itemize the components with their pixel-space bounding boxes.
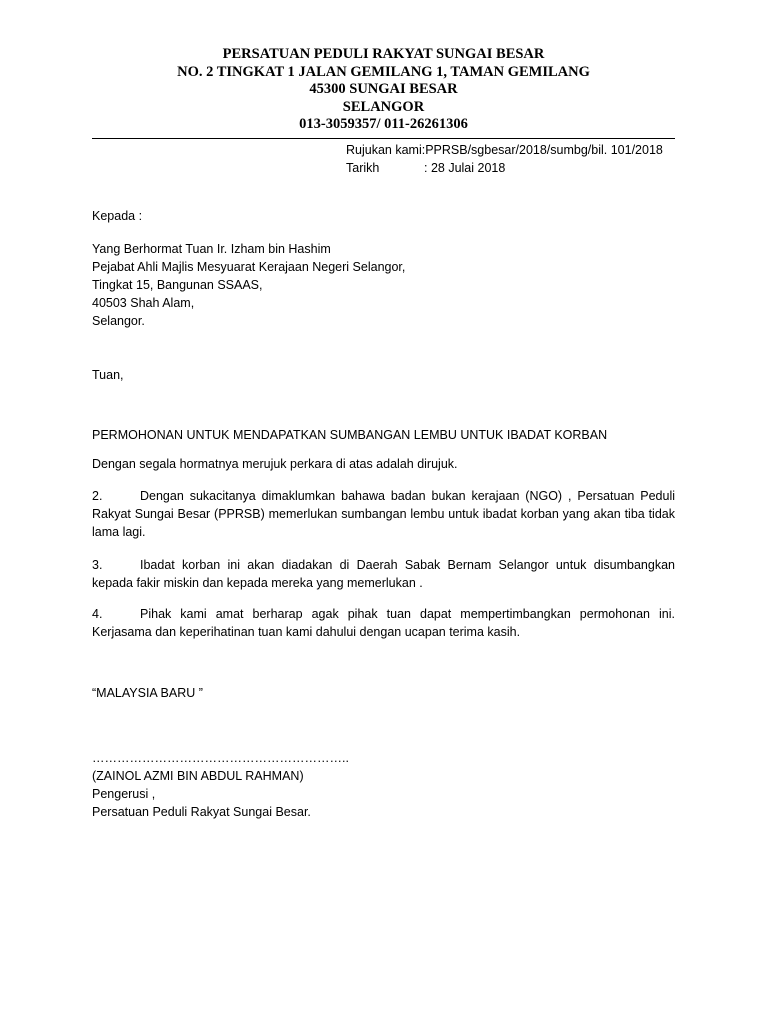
date-label: Tarikh (346, 161, 380, 175)
signature-dots: …………………………………………………….. (92, 751, 349, 765)
paragraph-number: 4. (92, 607, 103, 621)
address-line: NO. 2 TINGKAT 1 JALAN GEMILANG 1, TAMAN GEMILANG (177, 63, 590, 80)
subject-line: PERMOHONAN UNTUK MENDAPATKAN SUMBANGAN LEMBU UNTUK IBADAT KORBAN (92, 428, 608, 442)
paragraph-text: Ibadat korban ini akan diadakan di Daerah Sabak Bernam Selangor untuk disumbangkan kepada fakir miskin dan kepada mereka yang memerlukan . (92, 558, 675, 590)
paragraph-text: Pihak kami amat berharap agak pihak tuan dapat mempertimbangkan permohonan ini. Kerjasama dan keperihatinan tuan kami dahului dengan ucapan terima kasih. (92, 607, 675, 639)
signatory-organization: Persatuan Peduli Rakyat Sungai Besar. (92, 805, 311, 819)
paragraph-number: 2. (92, 489, 103, 503)
recipient-floor: Tingkat 15, Bangunan SSAAS, (92, 278, 263, 292)
date-value: : 28 Julai 2018 (424, 161, 506, 175)
signature-block (92, 749, 675, 821)
slogan-block (92, 684, 675, 702)
paragraph-3 (92, 556, 675, 592)
state: SELANGOR (342, 98, 425, 115)
signatory-title: Pengerusi , (92, 787, 156, 801)
paragraph-text: Dengan sukacitanya dimaklumkan bahawa badan bukan kerajaan (NGO) , Persatuan Peduli Rakyat Sungai Besar (PPRSB) memerlukan sumbangan lembu untuk ibadat korban yang akan tiba tidak lama lagi. (92, 489, 675, 539)
kepada-label: Kepada : (92, 209, 143, 223)
postcode-city: 45300 SUNGAI BESAR (309, 81, 458, 97)
reference-block (346, 141, 676, 177)
recipient-name: Yang Berhormat Tuan Ir. Izham bin Hashim (92, 242, 331, 256)
slogan: “MALAYSIA BARU ” (92, 686, 203, 700)
recipient-heading (92, 207, 675, 225)
letterhead (92, 46, 675, 134)
reference-number: Rujukan kami:PPRSB/sgbesar/2018/sumbg/bil. 101/2018 (346, 143, 663, 157)
recipient-address (92, 240, 675, 330)
organization-name: PERSATUAN PEDULI RAKYAT SUNGAI BESAR (222, 46, 545, 62)
recipient-office: Pejabat Ahli Majlis Mesyuarat Kerajaan Negeri Selangor, (92, 260, 406, 274)
paragraph-number: 3. (92, 558, 103, 572)
paragraph-4 (92, 605, 675, 641)
salutation: Tuan, (92, 368, 124, 382)
phone-numbers: 013-3059357/ 011-26261306 (299, 116, 468, 132)
recipient-postcode: 40503 Shah Alam, (92, 296, 195, 310)
paragraph-2 (92, 487, 675, 541)
date-row (346, 159, 676, 177)
signatory-name: (ZAINOL AZMI BIN ABDUL RAHMAN) (92, 769, 304, 783)
letterhead-divider (92, 138, 675, 139)
salutation-block (92, 366, 675, 384)
subject-block (92, 426, 675, 444)
opening-line: Dengan segala hormatnya merujuk perkara di atas adalah dirujuk. (92, 457, 458, 471)
opening-block (92, 455, 675, 473)
recipient-state: Selangor. (92, 314, 145, 328)
